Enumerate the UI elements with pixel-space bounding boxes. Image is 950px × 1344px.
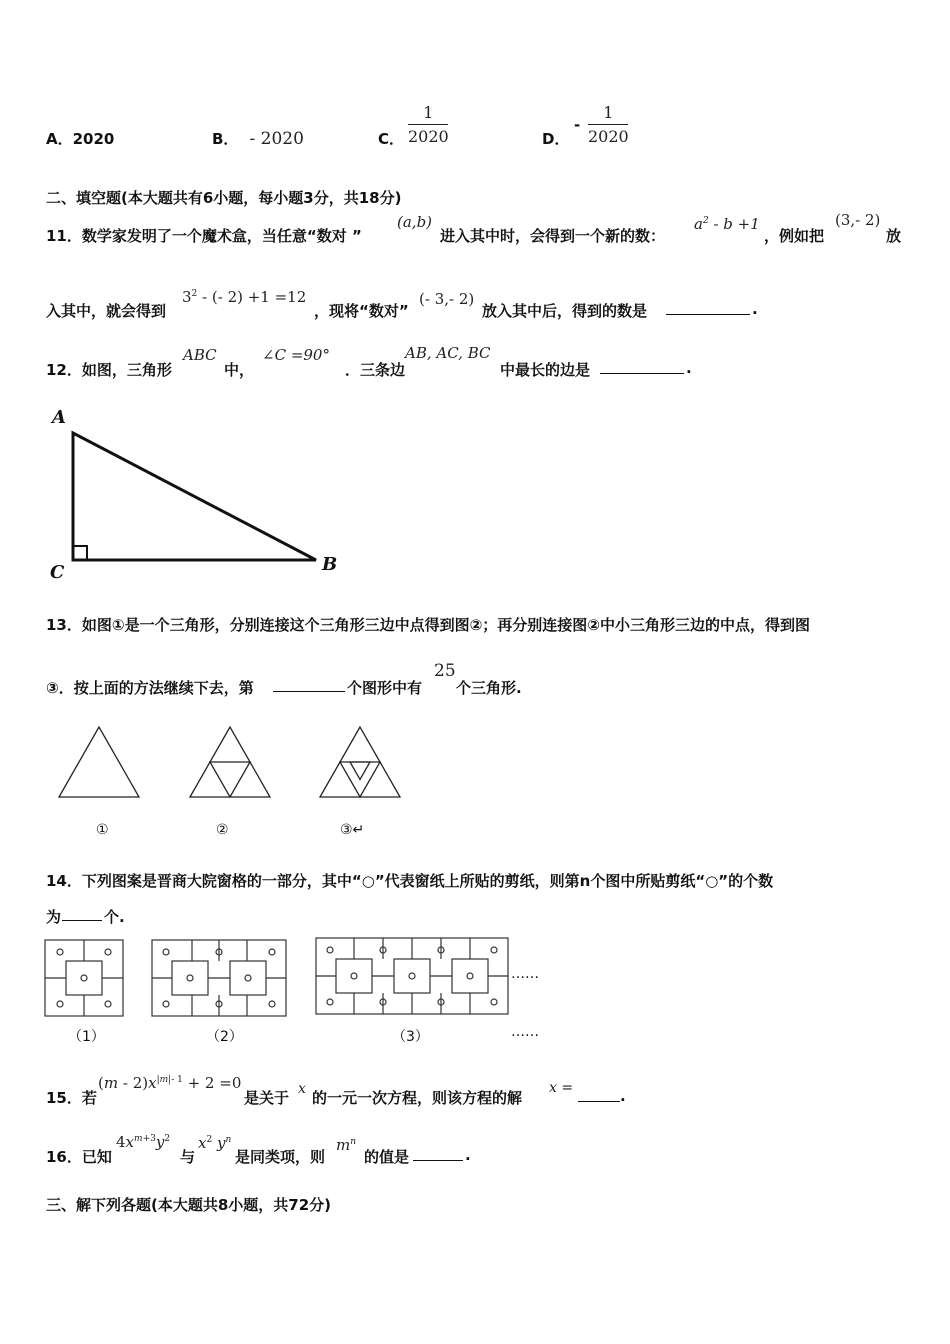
lattice-continuation-dots: …… xyxy=(511,966,539,982)
q13-text-1: 13．如图①是一个三角形，分别连接这个三角形三边中点得到图②；再分别连接图②中小三角形三边的中点，得到图 xyxy=(46,616,810,634)
q13-count: 25 xyxy=(434,661,456,681)
q15-text-2: 是关于 xyxy=(244,1089,290,1107)
q11-text-2: 进入其中时，会得到一个新的数： xyxy=(440,227,666,245)
q11-pair2: (- 3,- 2) xyxy=(419,290,475,308)
option-d-fraction: 1 2020 xyxy=(588,103,629,146)
lattice-figure-3 xyxy=(316,938,508,1014)
lattice-figure-1 xyxy=(45,940,123,1016)
sierpinski-figures xyxy=(50,720,410,810)
window-lattice-figures xyxy=(40,932,520,1024)
q11-expr: $a^2 - b +1$ xyxy=(694,215,760,233)
lattice-figure-2 xyxy=(152,940,286,1016)
option-d-label: D． xyxy=(542,130,570,148)
q11-text-5: 入其中，就会得到 xyxy=(46,302,167,320)
option-c-fraction: 1 2020 xyxy=(408,103,449,146)
q11-text-6: ，现将“数对” xyxy=(314,302,409,320)
q16-power: $m^n$ xyxy=(336,1136,357,1154)
q16-text-4: 的值是 xyxy=(364,1148,410,1166)
q13-text-2: ③．按上面的方法继续下去，第 xyxy=(46,679,254,697)
lattice-caption-1: （1） xyxy=(68,1029,105,1045)
q16-end: . xyxy=(465,1146,471,1164)
q13-answer-blank[interactable] xyxy=(273,677,345,696)
q11-text-3: ，例如把 xyxy=(764,227,825,245)
section3-title: 三、解下列各题(本大题共8小题，共72分) xyxy=(46,1196,332,1214)
q14-text-1: 14．下列图案是晋商大院窗格的一部分，其中“○”代表窗纸上所贴的剪纸，则第n个图中所贴剪纸“○”的个数 xyxy=(46,872,774,890)
q13-text-4: 个三角形. xyxy=(456,679,522,697)
q12-text-3: ．三条边 xyxy=(345,361,406,379)
q12-sides: AB, AC, BC xyxy=(405,344,491,362)
option-b: B． - 2020 xyxy=(212,129,304,149)
q15-variable-x: x xyxy=(298,1081,306,1097)
caption-continuation-dots: …… xyxy=(511,1024,539,1040)
q12-text-4: 中最长的边是 xyxy=(500,361,591,379)
vertex-b-label: B xyxy=(322,554,338,575)
triangle-abc xyxy=(73,433,316,560)
figure-3-caption: ③↵ xyxy=(340,822,365,838)
q12-text-1: 12．如图，三角形 xyxy=(46,361,172,379)
q15-text-3: 的一元一次方程，则该方程的解 xyxy=(312,1089,523,1107)
q11-answer-blank[interactable] xyxy=(666,300,750,319)
q16-text-2: 与 xyxy=(180,1148,196,1166)
lattice-caption-2: （2） xyxy=(206,1029,243,1045)
q12-abc: ABC xyxy=(183,346,217,364)
q15-end: . xyxy=(620,1087,626,1105)
vertex-a-label: A xyxy=(52,407,66,428)
q15-answer-blank[interactable] xyxy=(578,1087,620,1106)
figure-2-caption: ② xyxy=(216,822,229,838)
q16-term-2: $x^2$ $y^n$ xyxy=(198,1134,232,1152)
figure-3-triangle xyxy=(320,727,400,797)
q14-answer-blank[interactable] xyxy=(62,906,102,925)
option-a: A．2020 xyxy=(46,130,115,148)
figure-2-triangle xyxy=(190,727,270,797)
q16-answer-blank[interactable] xyxy=(413,1146,463,1165)
section2-title: 二、填空题(本大题共有6小题，每小题3分，共18分) xyxy=(46,189,402,207)
q11-end: . xyxy=(752,300,758,318)
q15-equation: $(m - 2)x^{|m|- 1} + 2 =0$ xyxy=(98,1074,242,1092)
q12-angle: ∠C =90° xyxy=(262,346,330,364)
q15-solution-label: x = xyxy=(549,1080,574,1096)
q14-text-3: 个. xyxy=(104,908,125,926)
q13-text-3: 个图形中有 xyxy=(347,679,423,697)
figure-1-caption: ① xyxy=(96,822,109,838)
right-triangle-figure xyxy=(40,400,360,590)
option-d-sign: - xyxy=(574,116,581,134)
figure-1-triangle xyxy=(59,727,139,797)
q16-text-1: 16．已知 xyxy=(46,1148,112,1166)
q14-text-2: 为 xyxy=(46,908,62,926)
q12-end: . xyxy=(686,359,692,377)
q16-text-3: 是同类项，则 xyxy=(235,1148,326,1166)
q11-text-7: 放入其中后，得到的数是 xyxy=(482,302,648,320)
q15-text-1: 15．若 xyxy=(46,1089,97,1107)
q11-pair: (a,b) xyxy=(397,213,433,231)
option-c-label: C． xyxy=(378,130,405,148)
q11-text-1: 11．数学家发明了一个魔术盒，当任意“数对 ” xyxy=(46,227,362,245)
q12-text-2: 中， xyxy=(224,361,255,379)
q11-example-pair: (3,- 2) xyxy=(835,211,881,229)
lattice-caption-3: （3） xyxy=(392,1029,429,1045)
q11-text-4: 放 xyxy=(886,227,902,245)
vertex-c-label: C xyxy=(50,562,65,583)
right-angle-mark xyxy=(73,546,87,560)
q12-answer-blank[interactable] xyxy=(600,359,684,378)
q11-calc: $3^2$ - (- 2) +1 =12 xyxy=(182,288,307,306)
q16-term-1: $4x^{m+3}y^2$ xyxy=(116,1133,171,1151)
